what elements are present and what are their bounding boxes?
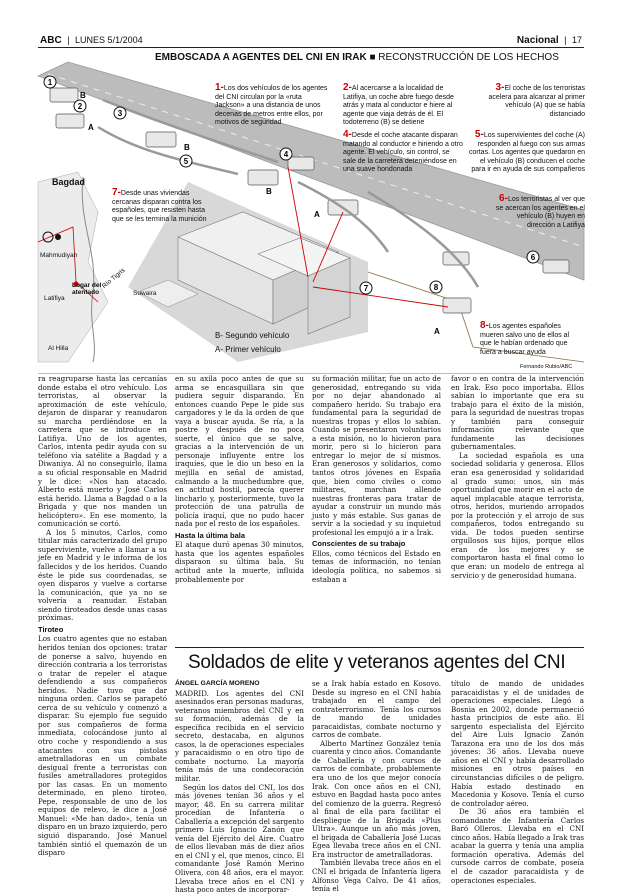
- subhead-tiroteo: Tiroteo: [38, 624, 64, 634]
- article2-col2-p3: También llevaba trece años en el CNI el brigada de Infantería ligera Alfonso Vega Calvo. De 41 años, tenía el: [312, 858, 441, 894]
- legend-first-vehicle: A- Primer vehículo: [215, 345, 281, 354]
- svg-text:1: 1: [47, 78, 53, 87]
- article1-col4-p2: La sociedad española es una sociedad solidaria y generosa. Ellos eran esa generosidad y solidaridad al grado sumo: unos, sin más oportunidad que morir en el acto de aquel implacable ataque terrorista, otros, heridos, muriendo arropados por la protección y el arrojo de sus compañeros, todos entregando su vida. De todos pueden sentirse orgullosos sus hijos, porque ellos eran de los mejores y se comportaron hasta el final como lo que eran: un modelo de entrega al servicio y de generosidad humana.: [451, 450, 584, 580]
- article2-column-2: [312, 679, 441, 894]
- article1-col3-p2: Ellos, como técnicos del Estado en temas de información, no tenían ideología política, no sabemos si estaban a: [312, 548, 441, 584]
- paper-name: ABC: [40, 35, 62, 46]
- svg-text:4: 4: [283, 150, 289, 159]
- article2-col2-p1: se a Irak había estado en Kosovo. Desde su ingreso en el CNI había trabajado en el campo del contraterrorismo. Tenía los cursos de mando de unidades paracaidistas, combate nocturno y carros de combate.: [312, 679, 441, 740]
- bagdad-dot: [55, 234, 61, 240]
- graphic-credit: Fernando Rubio/ABC: [520, 364, 573, 370]
- article2-byline: ÁNGEL GARCÍA MORENO: [175, 680, 260, 687]
- article1-col1-p2: A los 5 minutos, Carlos, como titular más caracterizado del grupo superviviente, vuelve a llamar a su jefe en Madrid y le informa de los fallecidos y de los heridos. Cuando éste le pide sus coordenadas, se oyen disparos y vuelve a cortarse la comunicación, que ya no se volvería a reanudar. Estaban siendo tiroteados desde unas casas próximas.: [38, 527, 167, 623]
- article2-col3-p2: De 36 años era también el comandante de Infantería Carlos Baró Olleros. Llevaba en el CNI cinco años. Había llegado a Irak tras acabar la guerra y tenía una amplia formación operativa. Además del cursode carros de combate, poseía el de cazador paracaidista y de operaciones especiales.: [451, 807, 584, 885]
- article1-col1-p3: Los cuatro agentes que no estaban heridos tenían dos opciones: tratar de ponerse a salvo, huyendo en dirección contraria a los terroristas o tratar de repeler el ataque defendiendo a sus compañeros heridos. Nadie tuvo que dar ninguna orden. Carlos se parapetó cerca de su vehículo y comenzó a disparar. Su ejemplo fue seguido por sus compañeros de forma inmediata, colocándose junto al otro coche y respondiendo a sus atacantes con sus pistolas ametralladoras en un combate desigual frente a terroristas con fusiles ametralladores protegidos por las casas. En un momento determinado, en pleno tiroteo, Pepe, responsable de uno de los equipos de relevo, le dice a José Manuel: «Me han dado», tenía un disparo en un brazo izquierdo, pero siguió disparando. José Manuel también sintió el quemazón de un disparo: [38, 634, 167, 858]
- marker-3: [114, 107, 126, 119]
- map-label-al-hilla: Al Hilla: [48, 345, 69, 352]
- map-label-attack-site: Lugar del atentado: [72, 282, 102, 296]
- article2-top-rule: [175, 647, 584, 648]
- graphic-title-separator: ■: [369, 52, 376, 63]
- article1-column-2: [175, 375, 304, 640]
- marker-1: [44, 76, 56, 88]
- svg-text:2: 2: [77, 102, 83, 111]
- map-label-bagdad: Bagdad: [52, 177, 86, 187]
- svg-text:A: A: [314, 210, 320, 219]
- article2-column-1: [175, 680, 304, 895]
- page-number: 17: [571, 35, 582, 45]
- article2-column-3: [451, 679, 584, 885]
- marker-6: [527, 251, 539, 263]
- svg-text:3: 3: [117, 109, 123, 118]
- attacker-car-1: [288, 157, 314, 170]
- vehicle-b-2: [146, 132, 176, 147]
- map-label-river: Río Tigris: [100, 266, 127, 291]
- marker-5: [180, 155, 192, 167]
- svg-text:A: A: [88, 123, 94, 132]
- note-2: 2-Al acercarse a la localidad de Latifiya, un coche abre fuego desde atrás y mata al conductor e hiere al agente que viaja detrás de él. El todoterreno (B) se detiene: [343, 82, 454, 126]
- note-5: 5-Los supervivientes del coche (A) responden al fuego con sus armas cortas. Los agentes que quedaron en el vehículo (B) conducen el coche para ir en ayuda de sus compañeros: [469, 129, 585, 173]
- vehicle-b-3: [248, 170, 278, 185]
- note-8: 8-Los agentes españoles mueren salvo uno de ellos al que le habían ordenado que fuera a buscar ayuda: [480, 320, 570, 356]
- svg-text:A: A: [434, 327, 440, 336]
- article1-column-1: [38, 374, 167, 858]
- inset-map: [38, 172, 108, 362]
- subhead-conscientes: Conscientes de su trabajo: [312, 539, 406, 549]
- graphic-title-main: EMBOSCADA A AGENTES DEL CNI EN IRAK: [155, 52, 367, 63]
- note-4: 4-Desde el coche atacante disparan matando al conductor e hiriendo a otro agente. El vehículo, sin control, se sale de la carretera deteniéndose en una suave hondonada: [343, 129, 463, 173]
- article2-headline: Soldados de elite y veteranos agentes del CNI: [188, 652, 566, 673]
- article2-col1-p2: Según los datos del CNI, los dos más jóvenes tenían 36 años y el mayor, 48. En su carrera militar procedían de Infantería o Caballería a excepción del sargento primero Luis Ignacio Zanón que venía del Ejército del Aire. Cuatro de ellos llevaban más de diez años en el CNI y el, que menos, cinco. El comandante José Ramón Merino Olivera, con 48 años, era el mayor. Llevaba trece años en el CNI y hasta poco antes de incorporar-: [175, 782, 304, 895]
- article1-col1-p1: ra reagruparse hasta las cercanías donde estaba el otro vehículo. Los terroristas, al observar la aproximación de este vehículo, dejaron de disparar y reanudaron su marcha perdiéndose en la carretera que se introduce en Latifiya. Uno de los agentes, Carlos, intenta pedir ayuda con su teléfono vía satélite a Bagdad y a Diwaniya. Al no conseguirlo, llama a su oficial responsable en Madrid y le dice: «Nos han atacado. Alberto está muerto y José Carlos está herido. Llama a Bagdad o a la Brigada y que nos manden un helicóptero». En ese momento, la comunicación se cortó.: [38, 374, 167, 529]
- svg-text:8: 8: [433, 283, 439, 292]
- marker-2: [74, 100, 86, 112]
- attacker-car-3: [543, 260, 569, 273]
- article1-col2-p2: El ataque duró apenas 30 minutos, hasta que los agentes españoles disparaon su última bala. Su actitud ante la muerte, influida probablemente por: [175, 540, 304, 584]
- graphic-title-sub: RECONSTRUCCIÓN DE LOS HECHOS: [378, 52, 559, 63]
- section-header: Nacional | 17: [516, 35, 582, 46]
- issue-date: LUNES 5/1/2004: [75, 35, 143, 45]
- svg-text:B: B: [184, 143, 190, 152]
- marker-7: [360, 282, 372, 294]
- svg-text:7: 7: [363, 284, 369, 293]
- vehicle-a-3: [443, 298, 471, 313]
- note-6: 6-Los terroristas al ver que se acercan los agentes en el vehículo (B) huyen en dirección a Latifiya: [495, 193, 585, 229]
- note-3: 3-El coche de los terroristas acelera para alcanzar al primer vehículo (A) que se había distanciado: [488, 82, 585, 118]
- article2-col1-p1: MADRID. Los agentes del CNI asesinados eran personas maduras, veteranos miembros del CNI y en su formación, además de la específica recibida en el servicio secreto, destacaba, en algunos casos, la de operaciones especiales y paracaidismo o en otro tipo de combate nocturno. La mayoría tenía más de una condecoración militar.: [175, 688, 304, 784]
- map-label-suwaira: Suwaira: [133, 290, 157, 297]
- article1-col2-p1: en su axila poco antes de que su arma se encasquillara sin que pudiera seguir disparando. En entonces cuando Pepe le pide sus cargadores y le da la orden de que vaya a buscar ayuda. Se ría, a la postre y después de no poca suerte, el único que se salve, gracias a la intervención de un personaje influyente entre los iraquíes, que le dio un beso en la mejilla en señal de amistad, calmando a la muchedumbre que, en actitud hostil, parecía querer lincharlo y, posteriormente, tuvo la protección de una patrulla de policía iraquí, que no pudo hacer nada por el resto de los españoles.: [175, 374, 304, 529]
- note-1: 1-Los dos vehículos de los agentes del CNI circulan por la «ruta Jackson» a una distancia de unos decenas de metros entre ellos, por motivos de seguridad: [215, 82, 328, 126]
- note-7: 7-Desde unas viviendas cercanas disparan contra los españoles, que resisten hasta que se les termina la munición: [112, 187, 207, 223]
- vehicle-b-1: [50, 88, 78, 102]
- vehicle-a-1: [56, 114, 84, 128]
- header-rule: [38, 47, 584, 48]
- page-header: ABC | LUNES 5/1/2004: [40, 35, 143, 46]
- marker-4: [280, 148, 292, 160]
- map-label-mahmudiyah: Mahmudiyah: [40, 252, 78, 259]
- article2-col3-p1: título de mando de unidades paracaidistas y el de unidades de operaciones especiales. Llegó a Bosnia en 2002, donde permaneció hasta principios de este año. El sargento especialista del Ejército del Aire Luis Ignacio Zanón Tarazona era uno de los dos más jóvenes: 36 años. Llevaba nueve años en el CNI y había desarrollado misiones en otros países en circunstancias difíciles o de peligro. Había estado destinado en Macedonia y Kosovo. Tenía el curso de controlador aéreo.: [451, 679, 584, 808]
- svg-text:5: 5: [183, 157, 189, 166]
- article1-col4-p1: favor o en contra de la intervención en Irak. Eso poco importaba. Ellos sabían lo importante que era su trabajo para el éxito de la misión, para la seguridad de nuestras tropas y también para conseguir información relevante que fundamente las decisiones gubernamentales.: [451, 374, 584, 452]
- svg-text:6: 6: [530, 253, 536, 262]
- map-label-latifiya: Latifiya: [44, 295, 65, 302]
- article2-col2-p2: Alberto Martínez González tenía cuarenta y cinco años. Comandante de Caballería y con cursos de carros de combate, probablemente era uno de los que mejor conocía Irak. Con once años en el CNI, estuvo en Bagdad hasta poco antes del comienzo de la guerra. Regresó al final de ella para facilitar el despliegue de la Brigada «Plus Ultra». Aunque un año más joven, el brigada de Caballería José Lucas Egea llevaba trece años en el CNI. Era instructor de ametralladoras.: [312, 738, 441, 859]
- article1-col3-p1: su formación militar, fue un acto de generosidad, entregando su vida por no dejar abandonado al compañero herido. Su trabajo era fundamental para la seguridad de nuestras tropas y ellos lo sabían. Cuando se presentaron voluntarios a esta misión, no lo hicieron para morir, pero si lo hicieron para entregar lo mejor de sí mismos. Eran generosos y solidarios, como tantos otros jóvenes en España que, bien como civiles o como militares, marchan allende nuestras fronteras para tratar de ayudar a construir un mundo más justo y más estable. Sus ganas de servir a la sociedad y su inquietud profesional les empujó a ir a Irak.: [312, 374, 441, 537]
- article1-column-3: [312, 375, 441, 640]
- subhead-ultima-bala: Hasta la última bala: [175, 530, 246, 540]
- article1-column-4: [451, 375, 584, 640]
- svg-text:B: B: [266, 187, 272, 196]
- legend-second-vehicle: B- Segundo vehículo: [215, 331, 290, 340]
- marker-8: [430, 281, 442, 293]
- svg-text:B: B: [80, 91, 86, 100]
- section-name: Nacional: [516, 35, 559, 46]
